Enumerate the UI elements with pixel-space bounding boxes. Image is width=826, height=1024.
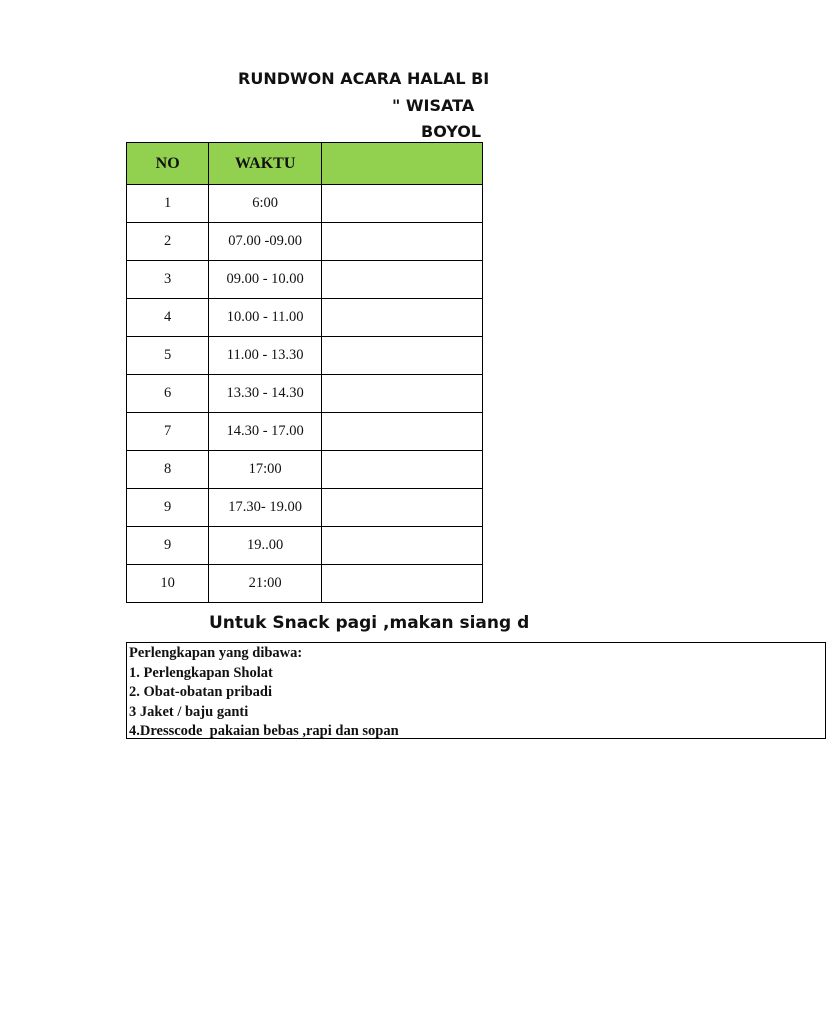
cell-no: 9 [127,527,209,565]
cell-waktu: 21:00 [209,565,322,603]
table-row [127,375,483,413]
cell-waktu: 17.30- 19.00 [209,489,322,527]
cell-waktu: 13.30 - 14.30 [209,375,322,413]
cell-no: 4 [127,299,209,337]
cell-waktu: 6:00 [209,185,322,223]
cell-no: 6 [127,375,209,413]
cell-waktu: 07.00 -09.00 [209,223,322,261]
cell-cut-off [321,451,482,489]
cell-cut-off [321,261,482,299]
equipment-item: 4.Dresscode pakaian bebas ,rapi dan sopan [129,723,399,739]
cell-cut-off [321,299,482,337]
cell-cut-off [321,527,482,565]
equipment-heading: Perlengkapan yang dibawa: [129,645,303,661]
table-row [127,489,483,527]
equipment-box [126,642,826,739]
title-line-2: " WISATA [392,96,475,115]
table-row [127,527,483,565]
cell-waktu: 11.00 - 13.30 [209,337,322,375]
equipment-item: 3 Jaket / baju ganti [129,703,249,720]
table-row [127,299,483,337]
cell-cut-off [321,223,482,261]
header-cut-off [321,143,482,185]
header-waktu: WAKTU [209,143,322,185]
snack-note: Untuk Snack pagi ,makan siang d [209,613,530,633]
cell-no: 3 [127,261,209,299]
title-line-3: BOYOL [421,122,482,141]
table-row [127,223,483,261]
cell-no: 2 [127,223,209,261]
cell-cut-off [321,565,482,603]
cell-waktu: 10.00 - 11.00 [209,299,322,337]
cell-cut-off [321,185,482,223]
cell-cut-off [321,489,482,527]
cell-no: 10 [127,565,209,603]
table-row [127,565,483,603]
rundown-table [126,142,483,603]
title-line-1: RUNDWON ACARA HALAL BI [238,69,490,88]
cell-waktu: 19..00 [209,527,322,565]
cell-no: 9 [127,489,209,527]
cell-no: 1 [127,185,209,223]
table-row [127,185,483,223]
cell-cut-off [321,375,482,413]
equipment-item: 2. Obat-obatan pribadi [129,684,273,700]
equipment-item: 1. Perlengkapan Sholat [129,664,273,681]
cell-no: 8 [127,451,209,489]
table-row [127,261,483,299]
table-row [127,337,483,375]
cell-cut-off [321,413,482,451]
table-row [127,451,483,489]
header-no: NO [127,143,209,185]
cell-waktu: 14.30 - 17.00 [209,413,322,451]
table-row [127,413,483,451]
cell-cut-off [321,337,482,375]
cell-no: 5 [127,337,209,375]
cell-waktu: 09.00 - 10.00 [209,261,322,299]
cell-no: 7 [127,413,209,451]
table-header-row [127,143,483,185]
cell-waktu: 17:00 [209,451,322,489]
